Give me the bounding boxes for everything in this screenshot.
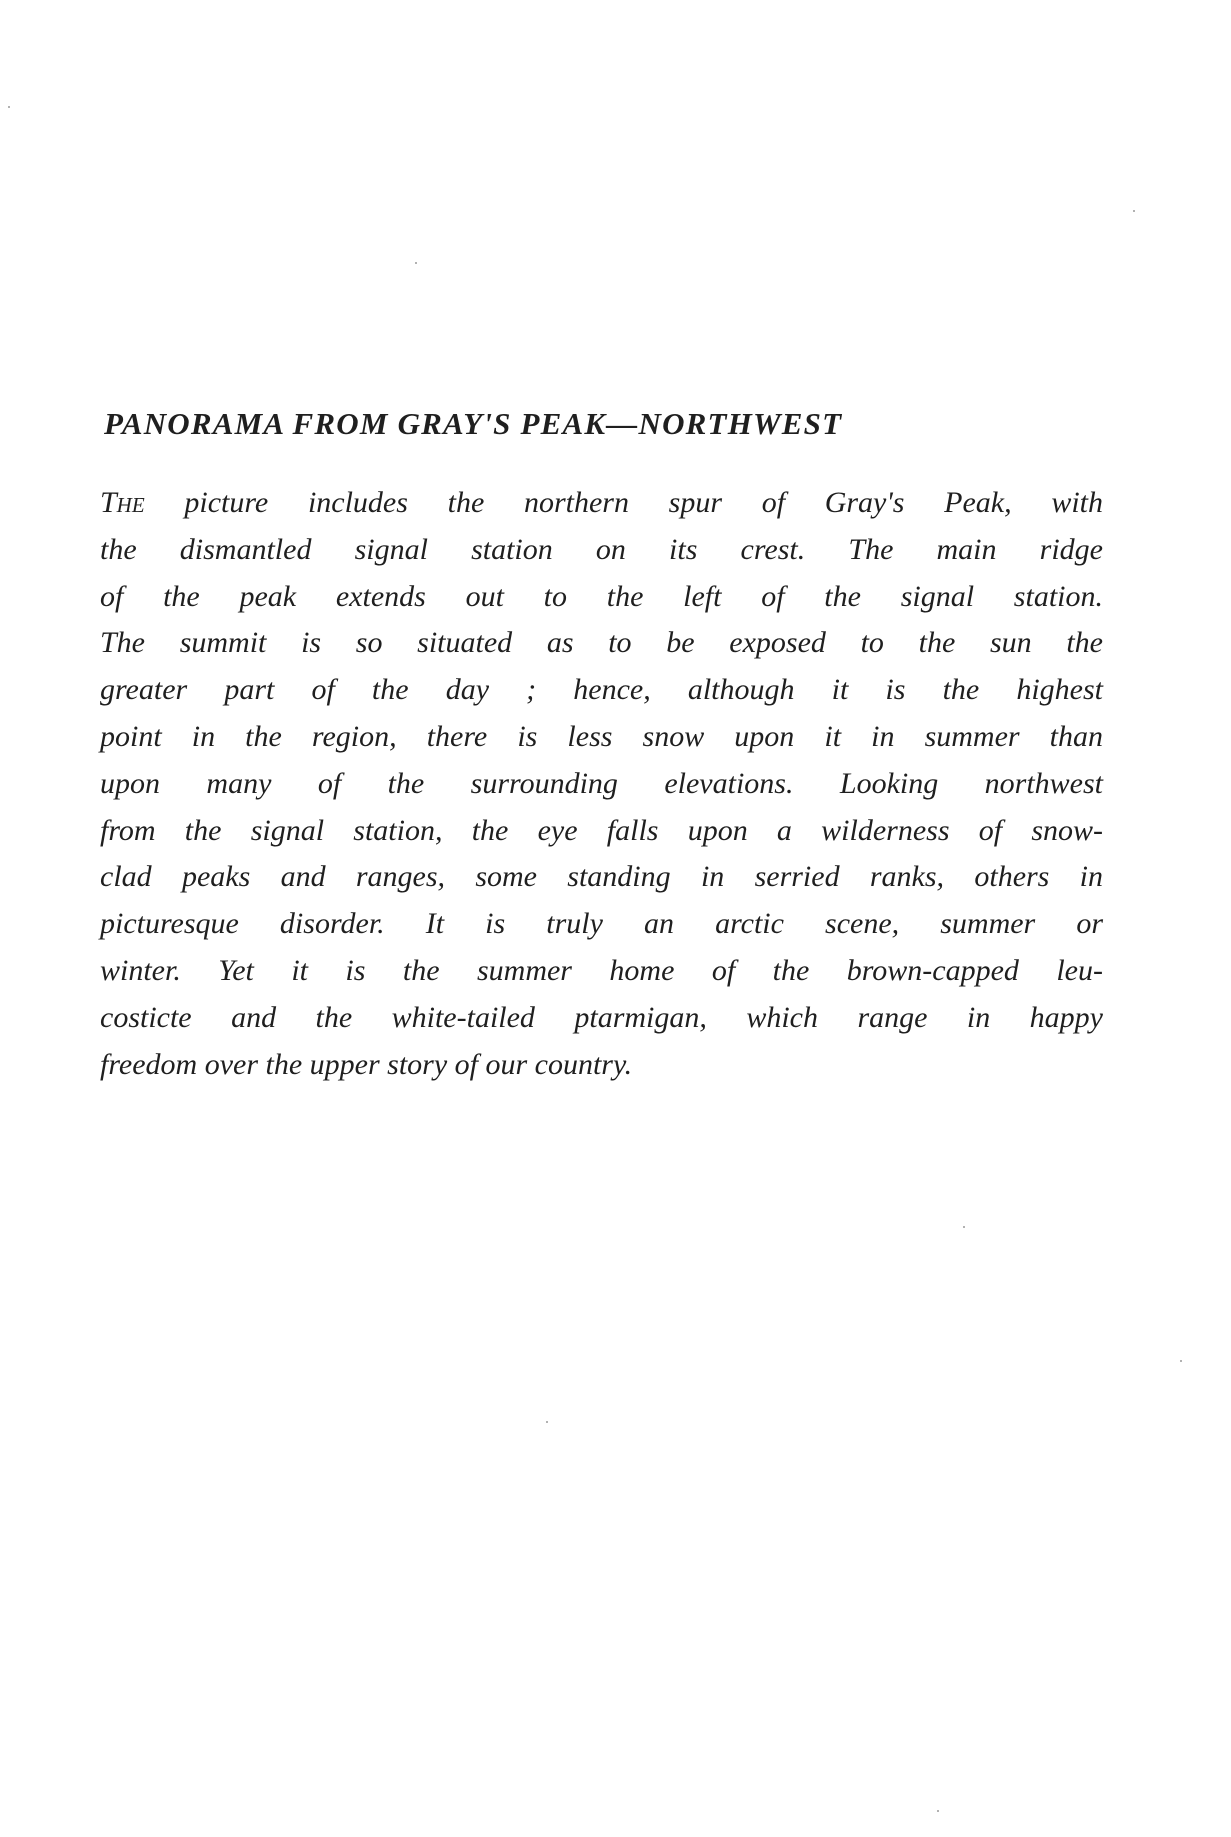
scan-speck [546, 1421, 548, 1423]
text-line: of the peak extends out to the left of the signal station. [100, 579, 1103, 613]
scan-speck [937, 1810, 939, 1812]
text-line: point in the region, there is less snow upon it in summer than [100, 719, 1103, 753]
text-line: costicte and the white-tailed ptarmigan, which range in happy [100, 1000, 1103, 1034]
scan-speck [963, 1226, 965, 1228]
page-title: PANORAMA FROM GRAY'S PEAK—NORTHWEST [104, 406, 843, 441]
text-line: The summit is so situated as to be exposed to the sun the [100, 626, 1103, 660]
text-line: from the signal station, the eye falls upon a wilderness of snow- [100, 813, 1103, 847]
scan-speck [1133, 210, 1135, 212]
opening-word: The [100, 486, 145, 519]
scan-speck [8, 106, 10, 108]
body-paragraph [100, 480, 1103, 1088]
text-line: The picture includes the northern spur of Gray's Peak, with [100, 486, 1103, 519]
scan-speck [415, 262, 417, 264]
text-line: freedom over the upper story of our country. [100, 1047, 633, 1081]
text-line: winter. Yet it is the summer home of the brown-capped leu- [100, 953, 1103, 987]
text-line: clad peaks and ranges, some standing in serried ranks, others in [100, 860, 1103, 894]
text-line: greater part of the day ; hence, although it is the highest [100, 673, 1103, 707]
text-line: upon many of the surrounding elevations. Looking northwest [100, 766, 1103, 800]
scan-speck [1180, 1360, 1182, 1362]
text-line: the dismantled signal station on its crest. The main ridge [100, 532, 1103, 566]
plate-description [100, 404, 1103, 1088]
text-line: picturesque disorder. It is truly an arctic scene, summer or [100, 907, 1103, 941]
